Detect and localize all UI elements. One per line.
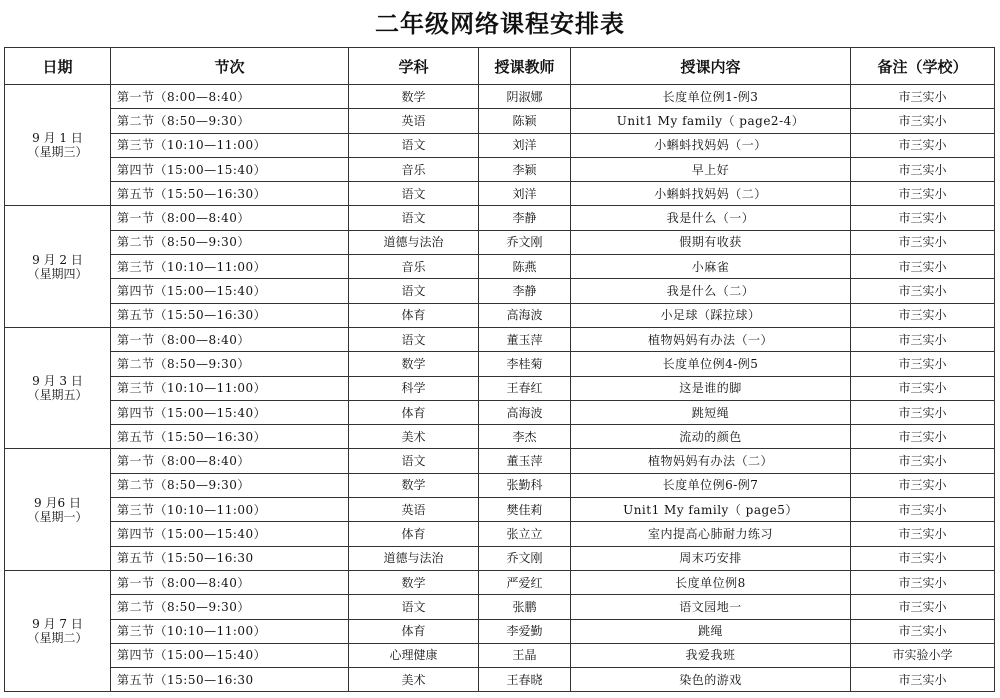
content-cell: 我爱我班 [571, 643, 851, 667]
table-row [5, 668, 995, 692]
table-row [5, 376, 995, 400]
date-cell [5, 570, 111, 691]
table-row [5, 303, 995, 327]
teacher-cell: 王春红 [479, 376, 571, 400]
period-cell: 第二节（8:50—9:30） [111, 230, 349, 254]
subject-cell: 英语 [349, 109, 479, 133]
period-cell: 第三节（10:10—11:00） [111, 376, 349, 400]
period-cell: 第二节（8:50—9:30） [111, 595, 349, 619]
teacher-cell: 李桂菊 [479, 352, 571, 376]
subject-cell: 数学 [349, 473, 479, 497]
subject-cell: 美术 [349, 425, 479, 449]
note-cell: 市三实小 [851, 352, 995, 376]
date-cell [5, 206, 111, 327]
table-header-row [5, 48, 995, 85]
subject-cell: 语文 [349, 595, 479, 619]
note-cell: 市三实小 [851, 133, 995, 157]
table-row [5, 352, 995, 376]
subject-cell: 道德与法治 [349, 230, 479, 254]
table-row [5, 425, 995, 449]
note-cell: 市三实小 [851, 570, 995, 594]
weekday-label: （星期四） [27, 266, 88, 281]
period-cell: 第一节（8:00—8:40） [111, 85, 349, 109]
table-row [5, 400, 995, 424]
teacher-cell: 乔文刚 [479, 230, 571, 254]
note-cell: 市三实小 [851, 109, 995, 133]
table-row [5, 182, 995, 206]
weekday-label: （星期二） [27, 631, 88, 646]
period-cell: 第四节（15:00—15:40） [111, 157, 349, 181]
note-cell: 市三实小 [851, 303, 995, 327]
content-cell: 小蝌蚪找妈妈（二） [571, 182, 851, 206]
content-cell: 植物妈妈有办法（二） [571, 449, 851, 473]
teacher-cell: 严爱红 [479, 570, 571, 594]
teacher-cell: 乔文刚 [479, 546, 571, 570]
content-cell: 小蝌蚪找妈妈（一） [571, 133, 851, 157]
subject-cell: 语文 [349, 279, 479, 303]
teacher-cell: 张勤科 [479, 473, 571, 497]
subject-cell: 科学 [349, 376, 479, 400]
table-row [5, 109, 995, 133]
note-cell: 市三实小 [851, 522, 995, 546]
teacher-cell: 李静 [479, 206, 571, 230]
teacher-cell: 刘洋 [479, 182, 571, 206]
header-subject: 学科 [349, 48, 479, 85]
period-cell: 第三节（10:10—11:00） [111, 255, 349, 279]
content-cell: Unit1 My family（ page2-4） [571, 109, 851, 133]
period-cell: 第四节（15:00—15:40） [111, 400, 349, 424]
content-cell: 跳绳 [571, 619, 851, 643]
teacher-cell: 陈颖 [479, 109, 571, 133]
weekday-label: （星期三） [27, 145, 88, 160]
note-cell: 市三实小 [851, 85, 995, 109]
weekday-label: （星期五） [27, 388, 88, 403]
subject-cell: 音乐 [349, 255, 479, 279]
teacher-cell: 李颖 [479, 157, 571, 181]
content-cell: 小足球（踩拉球） [571, 303, 851, 327]
date-cell [5, 449, 111, 570]
note-cell: 市三实小 [851, 376, 995, 400]
table-row [5, 473, 995, 497]
header-content: 授课内容 [571, 48, 851, 85]
header-period: 节次 [111, 48, 349, 85]
table-row [5, 643, 995, 667]
content-cell: 室内提高心肺耐力练习 [571, 522, 851, 546]
date-label: 9 月6 日 [34, 495, 81, 510]
note-cell: 市三实小 [851, 595, 995, 619]
period-cell: 第二节（8:50—9:30） [111, 473, 349, 497]
date-cell [5, 327, 111, 448]
period-cell: 第五节（15:50—16:30） [111, 303, 349, 327]
content-cell: 染色的游戏 [571, 668, 851, 692]
teacher-cell: 董玉萍 [479, 449, 571, 473]
header-date: 日期 [5, 48, 111, 85]
teacher-cell: 李爱勤 [479, 619, 571, 643]
teacher-cell: 王晶 [479, 643, 571, 667]
subject-cell: 语文 [349, 182, 479, 206]
period-cell: 第四节（15:00—15:40） [111, 522, 349, 546]
teacher-cell: 李静 [479, 279, 571, 303]
subject-cell: 体育 [349, 522, 479, 546]
note-cell: 市三实小 [851, 255, 995, 279]
date-cell [5, 85, 111, 206]
header-note: 备注（学校） [851, 48, 995, 85]
teacher-cell: 刘洋 [479, 133, 571, 157]
table-row [5, 449, 995, 473]
teacher-cell: 阴淑娜 [479, 85, 571, 109]
table-row [5, 595, 995, 619]
period-cell: 第五节（15:50—16:30） [111, 425, 349, 449]
period-cell: 第五节（15:50—16:30 [111, 668, 349, 692]
schedule-table [4, 47, 995, 692]
subject-cell: 心理健康 [349, 643, 479, 667]
note-cell: 市三实小 [851, 619, 995, 643]
table-row [5, 522, 995, 546]
schedule-body [5, 85, 995, 692]
period-cell: 第一节（8:00—8:40） [111, 327, 349, 351]
date-label: 9 月 7 日 [32, 617, 83, 632]
table-row [5, 619, 995, 643]
subject-cell: 体育 [349, 619, 479, 643]
teacher-cell: 张立立 [479, 522, 571, 546]
table-row [5, 133, 995, 157]
subject-cell: 数学 [349, 570, 479, 594]
teacher-cell: 张鹏 [479, 595, 571, 619]
note-cell: 市三实小 [851, 327, 995, 351]
table-row [5, 206, 995, 230]
period-cell: 第四节（15:00—15:40） [111, 643, 349, 667]
period-cell: 第三节（10:10—11:00） [111, 133, 349, 157]
table-row [5, 255, 995, 279]
weekday-label: （星期一） [27, 509, 88, 524]
teacher-cell: 陈燕 [479, 255, 571, 279]
period-cell: 第五节（15:50—16:30 [111, 546, 349, 570]
period-cell: 第二节（8:50—9:30） [111, 352, 349, 376]
table-row [5, 279, 995, 303]
subject-cell: 音乐 [349, 157, 479, 181]
subject-cell: 体育 [349, 303, 479, 327]
teacher-cell: 王春晓 [479, 668, 571, 692]
subject-cell: 英语 [349, 498, 479, 522]
content-cell: 我是什么（一） [571, 206, 851, 230]
table-row [5, 546, 995, 570]
content-cell: 假期有收获 [571, 230, 851, 254]
period-cell: 第一节（8:00—8:40） [111, 449, 349, 473]
table-row [5, 85, 995, 109]
table-row [5, 157, 995, 181]
teacher-cell: 高海波 [479, 303, 571, 327]
content-cell: 语文园地一 [571, 595, 851, 619]
period-cell: 第三节（10:10—11:00） [111, 619, 349, 643]
note-cell: 市三实小 [851, 498, 995, 522]
note-cell: 市实验小学 [851, 643, 995, 667]
note-cell: 市三实小 [851, 206, 995, 230]
header-teacher: 授课教师 [479, 48, 571, 85]
note-cell: 市三实小 [851, 473, 995, 497]
note-cell: 市三实小 [851, 279, 995, 303]
subject-cell: 语文 [349, 133, 479, 157]
date-label: 9 月 1 日 [32, 131, 83, 146]
content-cell: 小麻雀 [571, 255, 851, 279]
subject-cell: 道德与法治 [349, 546, 479, 570]
date-label: 9 月 3 日 [32, 374, 83, 389]
teacher-cell: 董玉萍 [479, 327, 571, 351]
subject-cell: 体育 [349, 400, 479, 424]
teacher-cell: 樊佳莉 [479, 498, 571, 522]
table-row [5, 230, 995, 254]
table-row [5, 570, 995, 594]
note-cell: 市三实小 [851, 400, 995, 424]
period-cell: 第一节（8:00—8:40） [111, 570, 349, 594]
note-cell: 市三实小 [851, 449, 995, 473]
period-cell: 第五节（15:50—16:30） [111, 182, 349, 206]
period-cell: 第四节（15:00—15:40） [111, 279, 349, 303]
content-cell: 长度单位例4-例5 [571, 352, 851, 376]
subject-cell: 语文 [349, 327, 479, 351]
subject-cell: 语文 [349, 449, 479, 473]
note-cell: 市三实小 [851, 668, 995, 692]
date-label: 9 月 2 日 [32, 252, 83, 267]
period-cell: 第三节（10:10—11:00） [111, 498, 349, 522]
content-cell: 我是什么（二） [571, 279, 851, 303]
note-cell: 市三实小 [851, 157, 995, 181]
table-row [5, 327, 995, 351]
note-cell: 市三实小 [851, 546, 995, 570]
note-cell: 市三实小 [851, 425, 995, 449]
content-cell: 长度单位例8 [571, 570, 851, 594]
content-cell: 这是谁的脚 [571, 376, 851, 400]
content-cell: 周末巧安排 [571, 546, 851, 570]
table-row [5, 498, 995, 522]
content-cell: 长度单位例6-例7 [571, 473, 851, 497]
period-cell: 第二节（8:50—9:30） [111, 109, 349, 133]
teacher-cell: 高海波 [479, 400, 571, 424]
page-title: 二年级网络课程安排表 [375, 9, 625, 38]
content-cell: 流动的颜色 [571, 425, 851, 449]
period-cell: 第一节（8:00—8:40） [111, 206, 349, 230]
content-cell: 早上好 [571, 157, 851, 181]
teacher-cell: 李杰 [479, 425, 571, 449]
content-cell: 植物妈妈有办法（一） [571, 327, 851, 351]
subject-cell: 数学 [349, 352, 479, 376]
content-cell: 跳短绳 [571, 400, 851, 424]
content-cell: 长度单位例1-例3 [571, 85, 851, 109]
subject-cell: 美术 [349, 668, 479, 692]
subject-cell: 数学 [349, 85, 479, 109]
note-cell: 市三实小 [851, 182, 995, 206]
content-cell: Unit1 My family（ page5） [571, 498, 851, 522]
note-cell: 市三实小 [851, 230, 995, 254]
subject-cell: 语文 [349, 206, 479, 230]
